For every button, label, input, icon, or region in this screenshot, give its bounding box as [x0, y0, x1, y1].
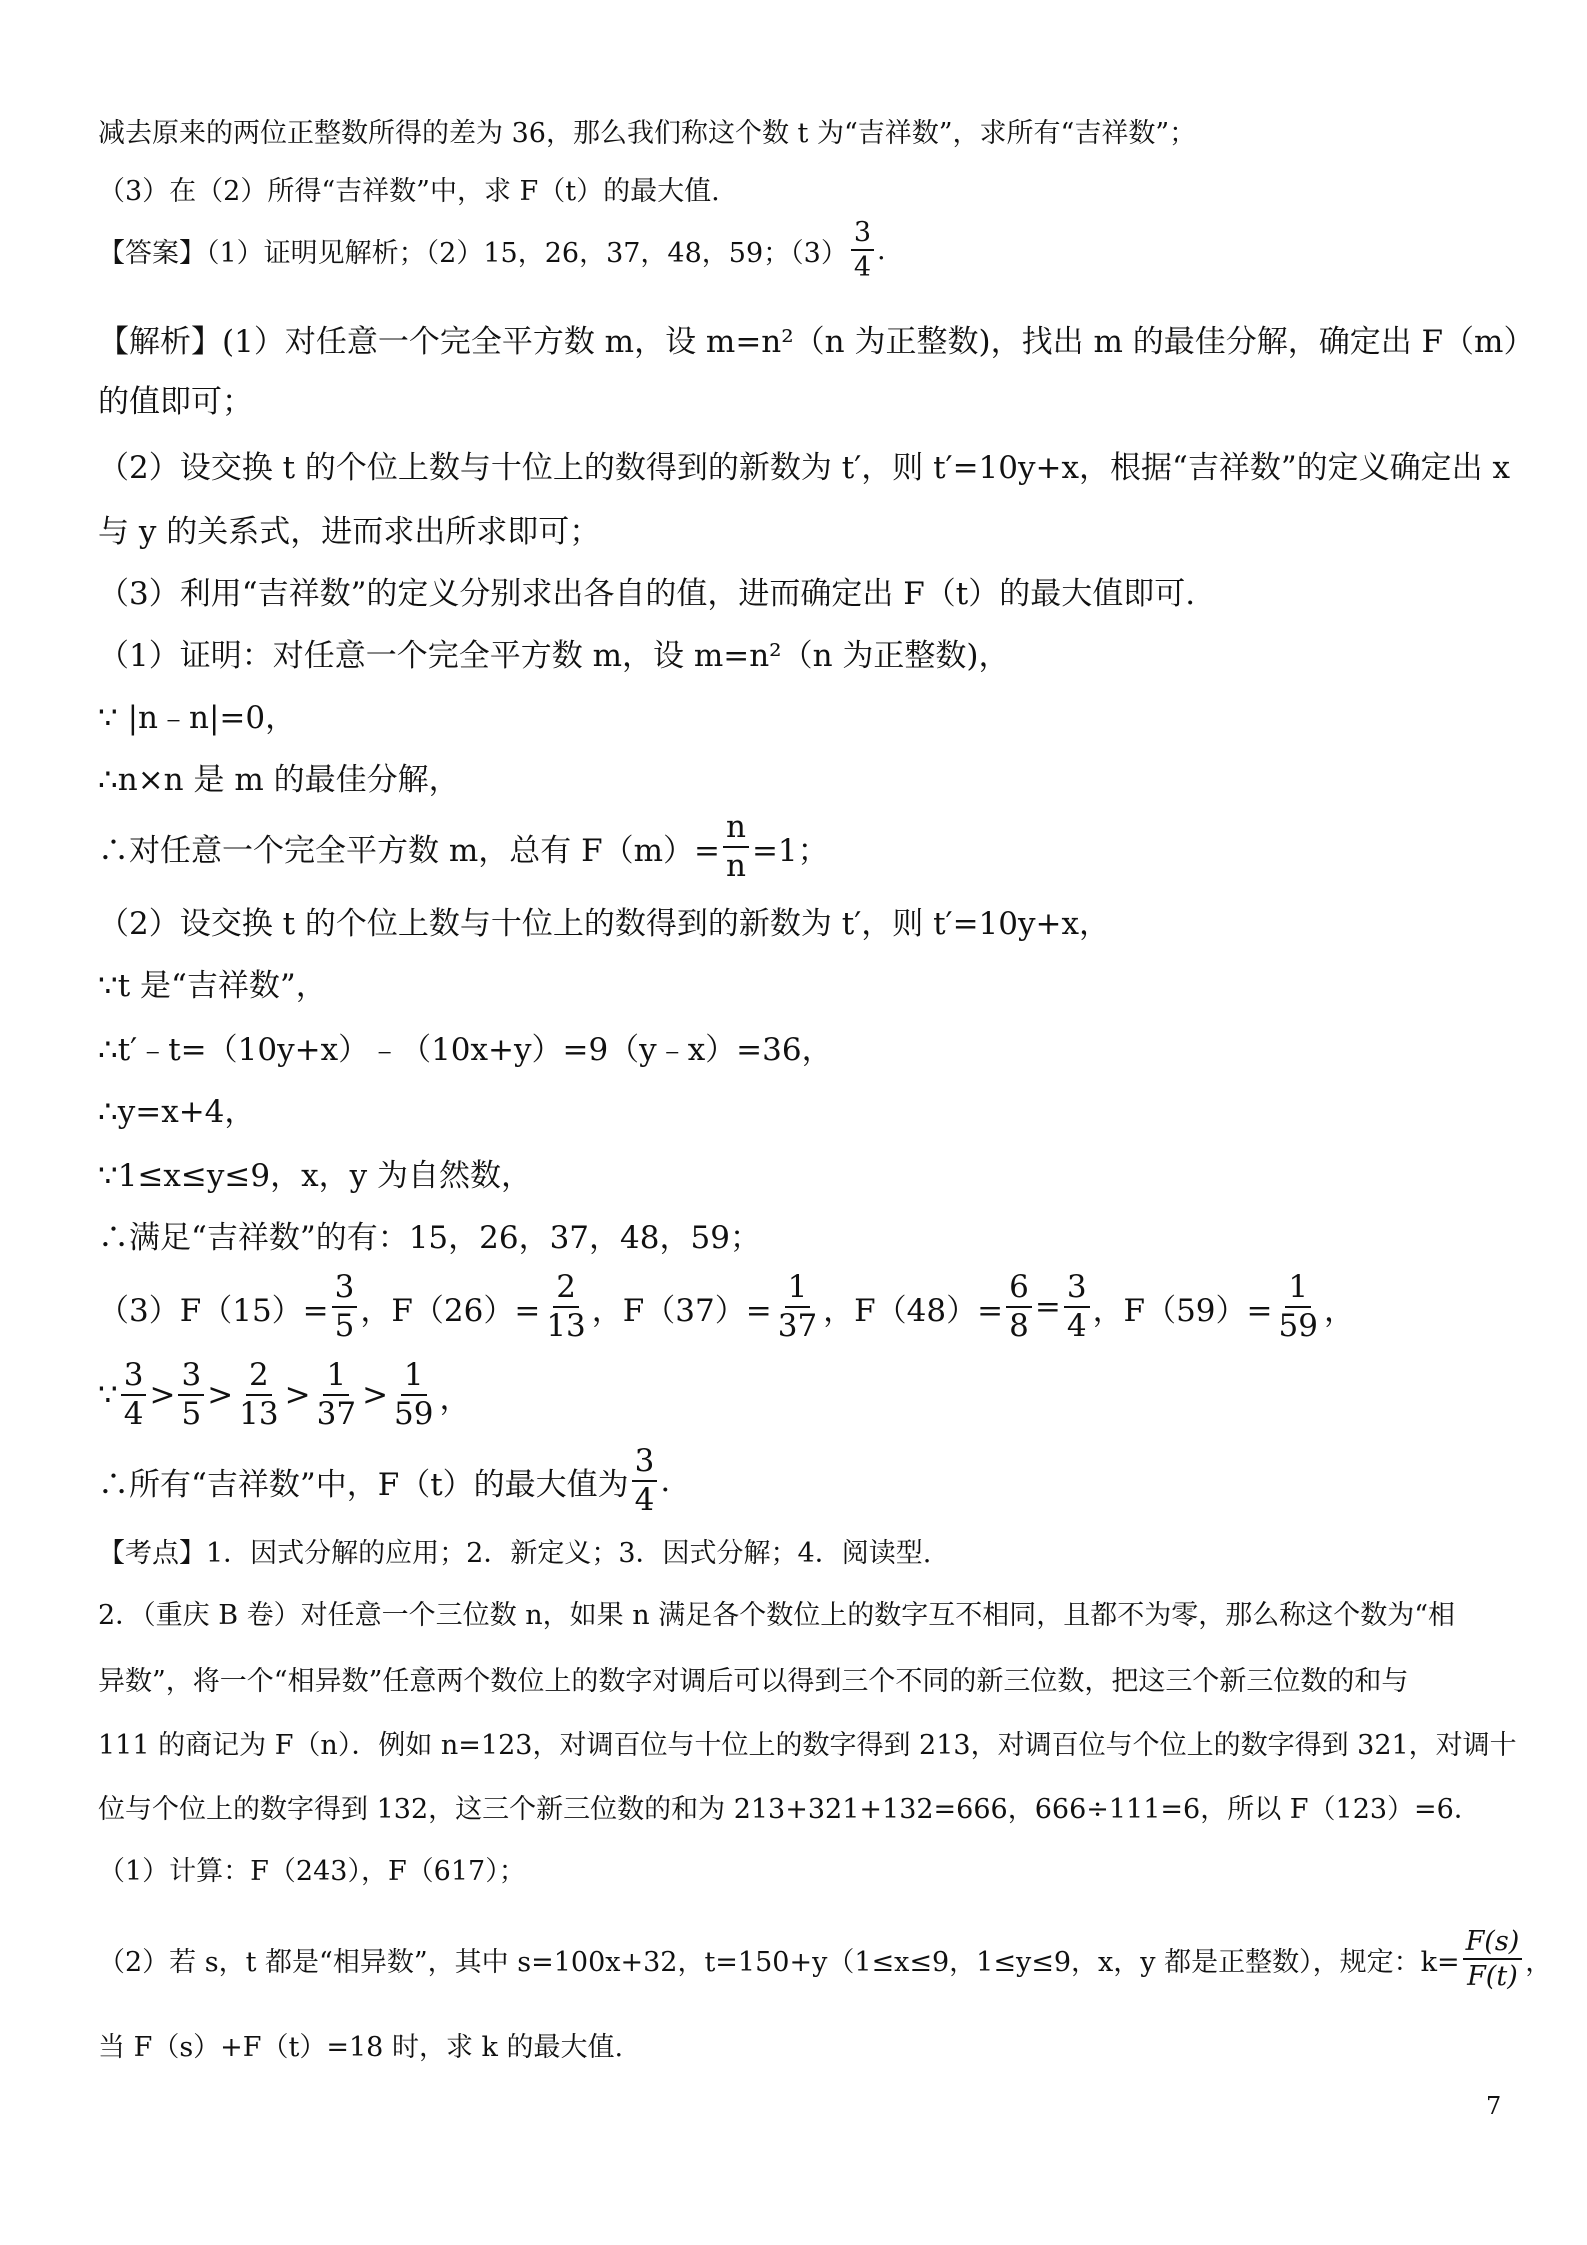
- question-2-line-1: 2．（重庆 B 卷）对任意一个三位数 n，如果 n 满足各个数位上的数字互不相同，且都不为零，那么称这个数为“相: [98, 1599, 1456, 1631]
- answer-line: 【答案】（1）证明见解析；（2）15，26，37，48，59；（3） $\frac{3}{4}$ .: [98, 217, 886, 283]
- fraction: $\frac{1}{59}$: [394, 1357, 434, 1432]
- proof-line-3: ∴n×n 是 m 的最佳分解，: [98, 761, 460, 798]
- fraction: $\frac{1}{59}$: [1278, 1269, 1318, 1344]
- fraction: $\frac{6}{8}$: [1006, 1272, 1032, 1342]
- fraction: $\frac{3}{4}$: [121, 1360, 147, 1430]
- text-line-1: 减去原来的两位正整数所得的差为 36，那么我们称这个数 t 为“吉祥数”，求所有“吉祥数”；: [98, 117, 1197, 149]
- proof-line-9: ∵1≤x≤y≤9，x，y 为自然数，: [98, 1157, 532, 1194]
- proof-line-8: ∴y=x+4，: [98, 1093, 256, 1130]
- proof-line-11: （3）F（15）= $\frac{3}{5}$ ，F（26）= $\frac{2}{13}$ ，F（37）= $\frac{1}{37}$ ，F（48）= $\frac{6}{8}$ = $\frac{3}{4}$ ，F（59）= $\frac{1}{59}$ ，: [98, 1269, 1355, 1344]
- fraction: $\frac{3}{4}$: [851, 219, 874, 281]
- fraction: $\frac{1}{37}$: [777, 1269, 818, 1344]
- analysis-heading-line: 【解析】(1）对任意一个完全平方数 m，设 m=n²（n 为正整数)，找出 m 的最佳分解，确定出 F（m）: [98, 323, 1535, 360]
- text-line-7: 与 y 的关系式，进而求出所求即可；: [98, 513, 601, 550]
- question-2-line-3: 111 的商记为 F（n）．例如 n=123，对调百位与十位上的数字得到 213，对调百位与个位上的数字得到 321，对调十: [98, 1729, 1517, 1761]
- question-2-line-4: 位与个位上的数字得到 132，这三个新三位数的和为 213+321+132=666，666÷111=6，所以 F（123）=6．: [98, 1793, 1481, 1825]
- text-line-5: 的值即可；: [98, 383, 253, 420]
- question-2-line-2: 异数”，将一个“相异数”任意两个数位上的数字对调后可以得到三个不同的新三位数，把这三个新三位数的和与: [98, 1665, 1409, 1697]
- proof-line-6: ∵t 是“吉祥数”，: [98, 967, 327, 1004]
- fraction: $\frac{3}{4}$: [632, 1446, 658, 1516]
- question-2-condition: 当 F（s）+F（t）=18 时，求 k 的最大值.: [98, 2031, 624, 2063]
- fraction: $\frac{3}{4}$: [1064, 1272, 1090, 1342]
- key-points-line: 【考点】1．因式分解的应用；2．新定义；3．因式分解；4．阅读型.: [98, 1537, 932, 1569]
- question-2-part-1: （1）计算：F（243），F（617）；: [98, 1855, 526, 1887]
- fraction: $\frac{2}{13}$: [546, 1269, 586, 1344]
- fraction: $\frac{F(s)}{F(t)}$: [1463, 1928, 1523, 1990]
- proof-line-7: ∴t′﹣t=（10y+x）﹣（10x+y）=9（y﹣x）=36，: [98, 1031, 833, 1068]
- proof-line-2: ∵ |n﹣n|=0，: [98, 699, 297, 736]
- fraction: $\frac{2}{13}$: [239, 1357, 279, 1432]
- page-number: 7: [1486, 2092, 1502, 2120]
- proof-line-1: （1）证明：对任意一个完全平方数 m，设 m=n²（n 为正整数)，: [98, 637, 1010, 674]
- fraction: $\frac{1}{37}$: [316, 1357, 357, 1432]
- text-line-6: （2）设交换 t 的个位上数与十位上的数得到的新数为 t′，则 t′=10y+x，根据“吉祥数”的定义确定出 x: [98, 449, 1511, 486]
- proof-line-5: （2）设交换 t 的个位上数与十位上的数得到的新数为 t′，则 t′=10y+x，: [98, 905, 1110, 942]
- fraction: $\frac{3}{5}$: [178, 1360, 204, 1430]
- text-line-2: （3）在（2）所得“吉祥数”中，求 F（t）的最大值.: [98, 175, 720, 207]
- proof-line-13: ∴所有“吉祥数”中，F（t）的最大值为 $\frac{3}{4}$ .: [98, 1443, 671, 1518]
- question-2-part-2: （2）若 s，t 都是“相异数”，其中 s=100x+32，t=150+y（1≤x≤9，1≤y≤9，x，y 都是正整数），规定：k= $\frac{F(s)}{F(t)}$ ，: [98, 1926, 1553, 1992]
- text-line-8: （3）利用“吉祥数”的定义分别求出各自的值，进而确定出 F（t）的最大值即可.: [98, 575, 1196, 612]
- fraction: $\frac{3}{5}$: [332, 1272, 358, 1342]
- proof-line-4: ∴对任意一个完全平方数 m，总有 F（m）= $\frac{n}{n}$ =1；: [98, 809, 829, 884]
- fraction: $\frac{n}{n}$: [723, 812, 749, 882]
- proof-line-10: ∴满足“吉祥数”的有：15，26，37，48，59；: [98, 1219, 761, 1256]
- proof-line-12: ∵ $\frac{3}{4}$ > $\frac{3}{5}$ > $\frac{2}{13}$ > $\frac{1}{37}$ > $\frac{1}{59}$ ，: [98, 1357, 471, 1432]
